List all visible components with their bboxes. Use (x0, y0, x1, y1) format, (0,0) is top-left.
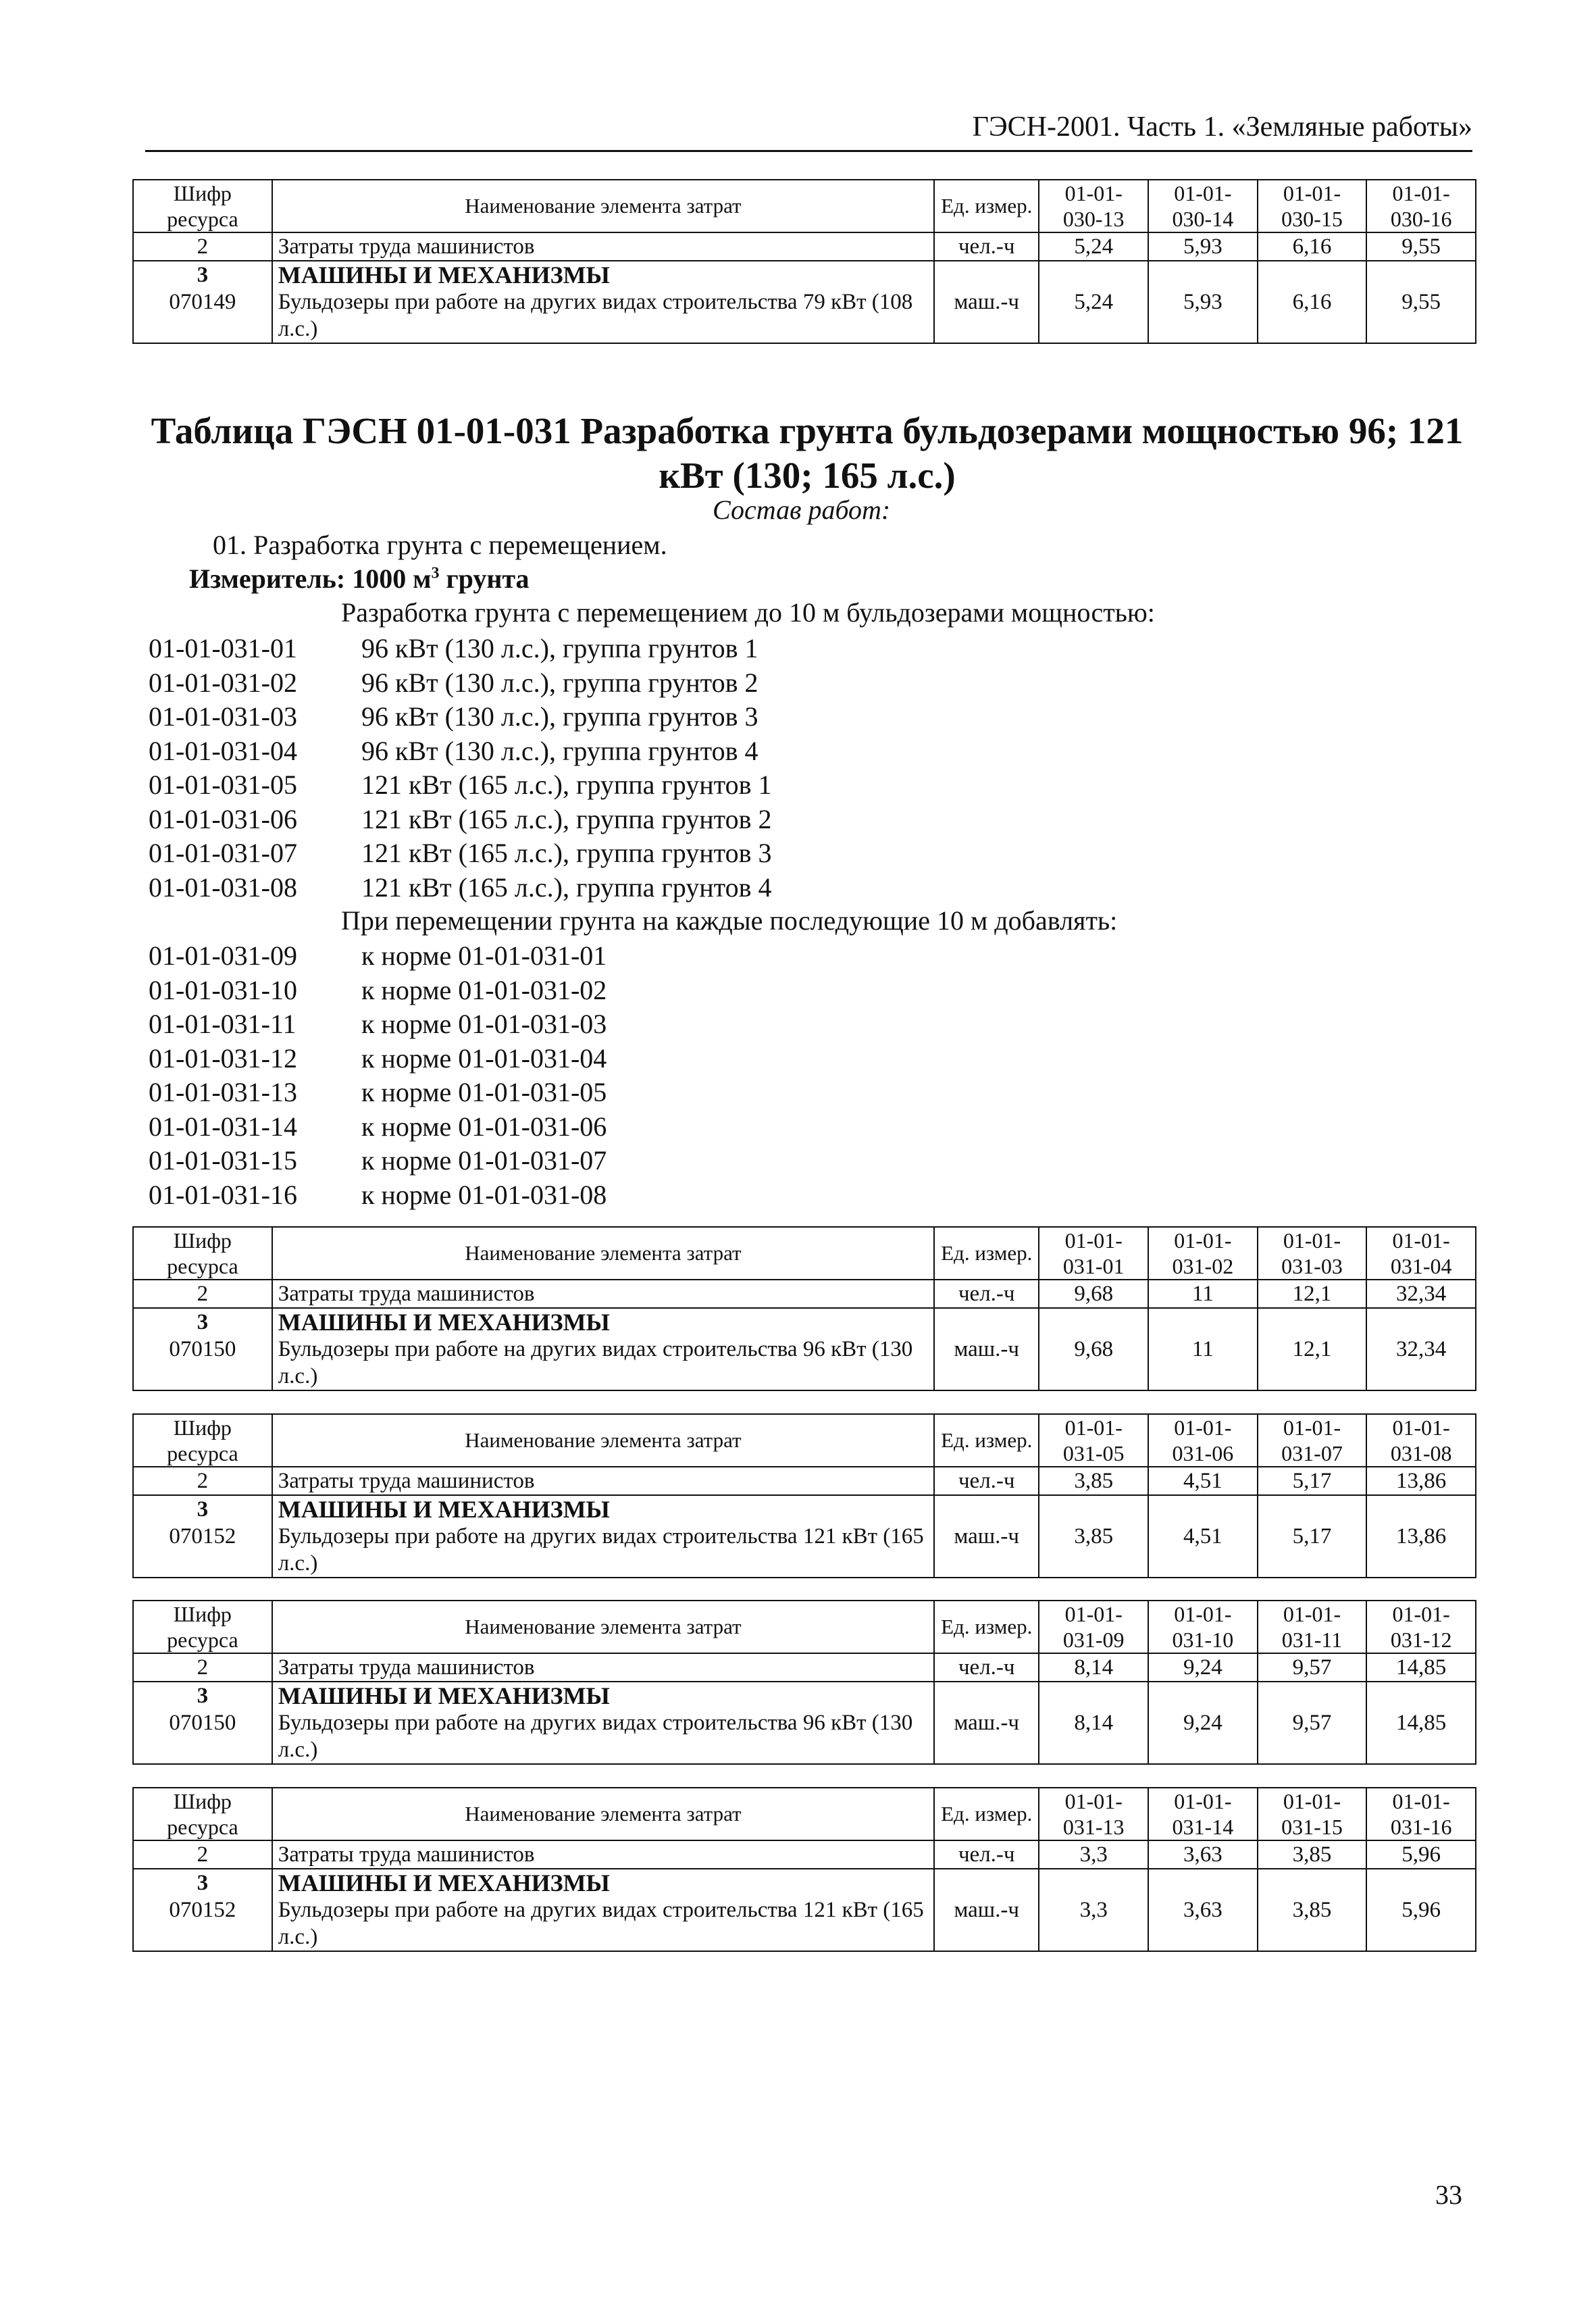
group-title: МАШИНЫ И МЕХАНИЗМЫ (278, 1496, 610, 1523)
header-name: Наименование элемента затрат (272, 1788, 934, 1840)
value-cell: 3,63 (1148, 1869, 1258, 1951)
header-norm-code: 01-01-031-08 (1366, 1414, 1476, 1467)
resource-unit: маш.-ч (934, 1869, 1039, 1951)
value-cell: 9,55 (1366, 261, 1476, 343)
resource-code: 2 (133, 232, 272, 261)
table-row (133, 261, 1476, 343)
value-cell: 9,57 (1258, 1682, 1367, 1764)
table-row (133, 1308, 1476, 1390)
resource-name: Затраты труда машинистов (272, 1280, 934, 1308)
resource-unit: чел.-ч (934, 232, 1039, 261)
resource-code (133, 261, 272, 343)
table-row (133, 1682, 1476, 1764)
resource-table (132, 1600, 1476, 1765)
intro-line-2: При перемещении грунта на каждые последующие 10 м добавлять: (341, 905, 1118, 936)
value-cell: 9,24 (1148, 1653, 1258, 1682)
norm-description: к норме 01-01-031-01 (361, 940, 607, 971)
norm-description: 96 кВт (130 л.с.), группа грунтов 4 (361, 735, 758, 766)
header-norm-code: 01-01-031-01 (1039, 1227, 1148, 1280)
value-cell: 4,51 (1148, 1467, 1258, 1495)
machine-name: Бульдозеры при работе на других видах строительства 96 кВт (130 л.с.) (278, 1337, 913, 1388)
header-name: Наименование элемента затрат (272, 1227, 934, 1280)
group-code: 3 (197, 263, 209, 287)
norm-description: к норме 01-01-031-03 (361, 1009, 607, 1039)
norm-description: 121 кВт (165 л.с.), группа грунтов 2 (361, 803, 772, 834)
resource-unit: чел.-ч (934, 1280, 1039, 1308)
header-norm-code: 01-01-031-02 (1148, 1227, 1258, 1280)
norm-code: 01-01-031-02 (149, 667, 297, 698)
value-cell: 8,14 (1039, 1682, 1148, 1764)
resource-name: Затраты труда машинистов (272, 1840, 934, 1869)
value-cell: 3,63 (1148, 1840, 1258, 1869)
norm-code: 01-01-031-03 (149, 701, 297, 732)
value-cell: 11 (1148, 1280, 1258, 1308)
table-header-row (133, 1601, 1476, 1653)
group-code: 3 (197, 1497, 209, 1521)
table-title: Таблица ГЭСН 01-01-031 Разработка грунта бульдозерами мощностью 96; 121 кВт (130; 165 л.с.) (151, 410, 1464, 496)
machine-code: 070150 (169, 1337, 236, 1361)
norm-description: 121 кВт (165 л.с.), группа грунтов 1 (361, 770, 772, 800)
resource-name: Затраты труда машинистов (272, 232, 934, 261)
value-cell: 6,16 (1258, 232, 1367, 261)
value-cell: 3,3 (1039, 1869, 1148, 1951)
value-cell: 9,68 (1039, 1308, 1148, 1390)
resource-code (133, 1869, 272, 1951)
resource-code: 2 (133, 1467, 272, 1495)
header-norm-code: 01-01-031-07 (1258, 1414, 1367, 1467)
value-cell: 4,51 (1148, 1495, 1258, 1578)
resource-name (272, 1682, 934, 1764)
value-cell: 3,85 (1258, 1869, 1367, 1951)
norm-code: 01-01-031-04 (149, 735, 297, 766)
machine-code: 070152 (169, 1898, 236, 1922)
norm-code: 01-01-031-08 (149, 872, 297, 903)
norm-description: к норме 01-01-031-02 (361, 974, 607, 1005)
table-row (133, 1653, 1476, 1682)
norm-description: 121 кВт (165 л.с.), группа грунтов 3 (361, 838, 772, 868)
value-cell: 12,1 (1258, 1308, 1367, 1390)
header-norm-code: 01-01-031-13 (1039, 1788, 1148, 1840)
norm-code: 01-01-031-16 (149, 1179, 297, 1210)
meter-line (189, 562, 530, 596)
header-norm-code: 01-01-031-14 (1148, 1788, 1258, 1840)
value-cell: 5,24 (1039, 261, 1148, 343)
norm-description: 96 кВт (130 л.с.), группа грунтов 3 (361, 701, 758, 732)
value-cell: 9,57 (1258, 1653, 1367, 1682)
header-unit: Ед. измер. (934, 1227, 1039, 1280)
group-title: МАШИНЫ И МЕХАНИЗМЫ (278, 1682, 610, 1709)
value-cell: 5,24 (1039, 232, 1148, 261)
norm-code: 01-01-031-13 (149, 1077, 297, 1107)
meter-sup: 3 (431, 564, 440, 582)
header-norm-code: 01-01-031-16 (1366, 1788, 1476, 1840)
composition-label: Состав работ: (713, 495, 891, 525)
resource-unit: маш.-ч (934, 261, 1039, 343)
intro-line-1: Разработка грунта с перемещением до 10 м бульдозерами мощностью: (341, 597, 1155, 628)
norm-code: 01-01-031-10 (149, 974, 297, 1005)
header-norm-code: 01-01-030-15 (1258, 180, 1367, 232)
value-cell: 13,86 (1366, 1467, 1476, 1495)
machine-name: Бульдозеры при работе на других видах строительства 79 кВт (108 л.с.) (278, 290, 913, 341)
value-cell: 32,34 (1366, 1308, 1476, 1390)
resource-code: 2 (133, 1840, 272, 1869)
header-unit: Ед. измер. (934, 1601, 1039, 1653)
resource-name (272, 261, 934, 343)
table-row (133, 1495, 1476, 1578)
value-cell: 5,96 (1366, 1869, 1476, 1951)
header-norm-code: 01-01-030-13 (1039, 180, 1148, 232)
norm-code: 01-01-031-11 (149, 1009, 297, 1039)
value-cell: 5,17 (1258, 1467, 1367, 1495)
header-code: Шифр ресурса (133, 1601, 272, 1653)
table-row (133, 1869, 1476, 1951)
norm-description: 96 кВт (130 л.с.), группа грунтов 1 (361, 633, 758, 663)
header-norm-code: 01-01-031-04 (1366, 1227, 1476, 1280)
header-norm-code: 01-01-031-09 (1039, 1601, 1148, 1653)
header-code: Шифр ресурса (133, 1788, 272, 1840)
resource-name: Затраты труда машинистов (272, 1653, 934, 1682)
header-name: Наименование элемента затрат (272, 1414, 934, 1467)
value-cell: 12,1 (1258, 1280, 1367, 1308)
header-code: Шифр ресурса (133, 180, 272, 232)
header-unit: Ед. измер. (934, 180, 1039, 232)
norm-description: к норме 01-01-031-06 (361, 1111, 607, 1142)
header-norm-code: 01-01-031-06 (1148, 1414, 1258, 1467)
table-row (133, 1467, 1476, 1495)
header-name: Наименование элемента затрат (272, 180, 934, 232)
page-number: 33 (1435, 2180, 1462, 2210)
header-norm-code: 01-01-030-16 (1366, 180, 1476, 232)
table-row (133, 1280, 1476, 1308)
value-cell: 9,68 (1039, 1280, 1148, 1308)
header-norm-code: 01-01-031-03 (1258, 1227, 1367, 1280)
value-cell: 3,85 (1039, 1495, 1148, 1578)
resource-code (133, 1495, 272, 1578)
resource-unit: чел.-ч (934, 1467, 1039, 1495)
resource-table (132, 1787, 1476, 1952)
norm-code: 01-01-031-06 (149, 803, 297, 834)
machine-name: Бульдозеры при работе на других видах строительства 121 кВт (165 л.с.) (278, 1524, 924, 1576)
norm-code: 01-01-031-05 (149, 770, 297, 800)
header-name: Наименование элемента затрат (272, 1601, 934, 1653)
group-code: 3 (197, 1871, 209, 1895)
value-cell: 3,3 (1039, 1840, 1148, 1869)
norm-description: к норме 01-01-031-08 (361, 1179, 607, 1210)
norm-description: 121 кВт (165 л.с.), группа грунтов 4 (361, 872, 772, 903)
header-norm-code: 01-01-031-11 (1258, 1601, 1367, 1653)
machine-name: Бульдозеры при работе на других видах строительства 96 кВт (130 л.с.) (278, 1711, 913, 1762)
norm-description: к норме 01-01-031-07 (361, 1145, 607, 1176)
value-cell: 8,14 (1039, 1653, 1148, 1682)
value-cell: 9,55 (1366, 232, 1476, 261)
resource-table (132, 1413, 1476, 1578)
table-header-row (133, 1414, 1476, 1467)
resource-unit: чел.-ч (934, 1840, 1039, 1869)
machine-code: 070152 (169, 1524, 236, 1549)
table-row (133, 1840, 1476, 1869)
resource-code (133, 1682, 272, 1764)
value-cell: 5,17 (1258, 1495, 1367, 1578)
header-norm-code: 01-01-031-05 (1039, 1414, 1148, 1467)
header-norm-code: 01-01-031-15 (1258, 1788, 1367, 1840)
page-header: ГЭСН-2001. Часть 1. «Земляные работы» (145, 108, 1472, 152)
group-title: МАШИНЫ И МЕХАНИЗМЫ (278, 1309, 610, 1336)
resource-unit: маш.-ч (934, 1682, 1039, 1764)
norm-code: 01-01-031-07 (149, 838, 297, 868)
header-unit: Ед. измер. (934, 1788, 1039, 1840)
norm-code: 01-01-031-09 (149, 940, 297, 971)
header-code: Шифр ресурса (133, 1414, 272, 1467)
machine-name: Бульдозеры при работе на других видах строительства 121 кВт (165 л.с.) (278, 1898, 924, 1949)
value-cell: 5,93 (1148, 261, 1258, 343)
group-code: 3 (197, 1684, 209, 1708)
value-cell: 14,85 (1366, 1653, 1476, 1682)
norm-description: к норме 01-01-031-04 (361, 1042, 607, 1074)
resource-code: 2 (133, 1653, 272, 1682)
meter-rest: грунта (439, 563, 530, 594)
norm-code: 01-01-031-12 (149, 1042, 297, 1074)
value-cell: 3,85 (1258, 1840, 1367, 1869)
resource-name (272, 1495, 934, 1578)
value-cell: 9,24 (1148, 1682, 1258, 1764)
composition-item: 01. Разработка грунта с перемещением. (213, 530, 667, 560)
header-norm-code: 01-01-030-14 (1148, 180, 1258, 232)
norm-description: 96 кВт (130 л.с.), группа грунтов 2 (361, 667, 758, 698)
header-norm-code: 01-01-031-12 (1366, 1601, 1476, 1653)
group-code: 3 (197, 1310, 209, 1334)
resource-name: Затраты труда машинистов (272, 1467, 934, 1495)
resource-name (272, 1869, 934, 1951)
machine-code: 070150 (169, 1711, 236, 1735)
group-title: МАШИНЫ И МЕХАНИЗМЫ (278, 261, 610, 288)
norm-description: к норме 01-01-031-05 (361, 1077, 607, 1107)
value-cell: 5,96 (1366, 1840, 1476, 1869)
meter-label: Измеритель: 1000 м (189, 563, 432, 594)
norm-code: 01-01-031-15 (149, 1145, 297, 1176)
resource-table-030 (132, 179, 1476, 344)
value-cell: 5,93 (1148, 232, 1258, 261)
table-header-row (133, 1227, 1476, 1280)
table-header-row (133, 180, 1476, 232)
value-cell: 32,34 (1366, 1280, 1476, 1308)
value-cell: 6,16 (1258, 261, 1367, 343)
resource-code: 2 (133, 1280, 272, 1308)
resource-unit: маш.-ч (934, 1308, 1039, 1390)
value-cell: 14,85 (1366, 1682, 1476, 1764)
value-cell: 13,86 (1366, 1495, 1476, 1578)
header-norm-code: 01-01-031-10 (1148, 1601, 1258, 1653)
header-unit: Ед. измер. (934, 1414, 1039, 1467)
resource-table (132, 1226, 1476, 1391)
resource-unit: чел.-ч (934, 1653, 1039, 1682)
resource-name (272, 1308, 934, 1390)
machine-code: 070149 (169, 290, 236, 314)
resource-unit: маш.-ч (934, 1495, 1039, 1578)
group-title: МАШИНЫ И МЕХАНИЗМЫ (278, 1869, 610, 1896)
norm-code: 01-01-031-01 (149, 633, 297, 663)
table-row (133, 232, 1476, 261)
resource-code (133, 1308, 272, 1390)
table-header-row (133, 1788, 1476, 1840)
value-cell: 3,85 (1039, 1467, 1148, 1495)
header-code: Шифр ресурса (133, 1227, 272, 1280)
value-cell: 11 (1148, 1308, 1258, 1390)
norm-code: 01-01-031-14 (149, 1111, 297, 1142)
